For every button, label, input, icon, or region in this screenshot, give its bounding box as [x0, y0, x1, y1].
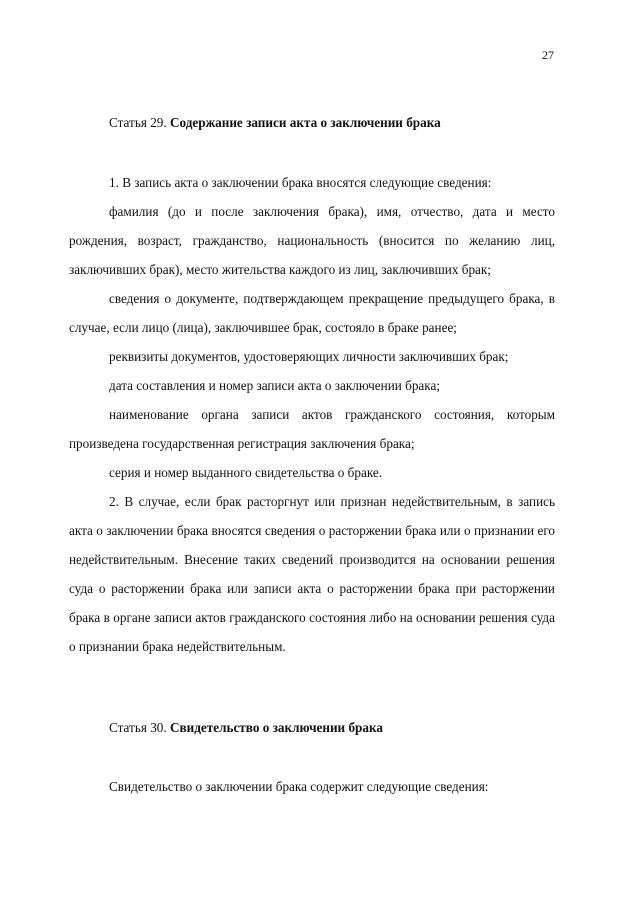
article-29-heading: [109, 115, 441, 131]
article-29-paragraph-1: 1. В запись акта о заключении брака вносятся следующие сведения:: [109, 175, 492, 190]
article-29-heading-prefix: Статья 29.: [109, 115, 167, 130]
article-30-heading-title: Свидетельство о заключении брака: [169, 720, 383, 735]
article-30-paragraph-1: Свидетельство о заключении брака содержит следующие сведения:: [109, 779, 489, 794]
article-29-body: [69, 168, 555, 661]
article-29-paragraph-2: фамилия (до и после заключения брака), имя, отчество, дата и место рождения, возраст, гражданство, национальность (вносится по желанию лиц, заключивших брак), место жительства каждого из лиц, заключивших брак;: [69, 204, 555, 277]
article-29-paragraph-5: дата составления и номер записи акта о заключении брака;: [109, 378, 441, 393]
article-30-heading-prefix: Статья 30.: [109, 720, 167, 735]
article-29-paragraph-6: наименование органа записи актов гражданского состояния, которым произведена государственная регистрация заключения брака;: [69, 407, 555, 451]
article-30-body: [69, 772, 555, 801]
article-29-paragraph-8: 2. В случае, если брак расторгнут или признан недействительным, в запись акта о заключении брака вносятся сведения о расторжении брака или о признании его недействительным. Внесение таких сведений производится на основании решения суда о расторжении брака или записи акта о расторжении брака при расторжении брака в органе записи актов гражданского состояния либо на основании решения суда о признании брака недействительным.: [69, 494, 555, 654]
article-29-heading-title: Содержание записи акта о заключении брака: [169, 115, 441, 130]
article-30-heading: [109, 720, 383, 736]
article-29-paragraph-3: сведения о документе, подтверждающем прекращение предыдущего брака, в случае, если лицо (лица), заключившее брак, состояло в браке ранее;: [69, 291, 555, 335]
article-29-paragraph-4: реквизиты документов, удостоверяющих личности заключивших брак;: [109, 349, 509, 364]
page-number: 27: [542, 48, 554, 62]
article-29-paragraph-7: серия и номер выданного свидетельства о браке.: [109, 465, 383, 480]
